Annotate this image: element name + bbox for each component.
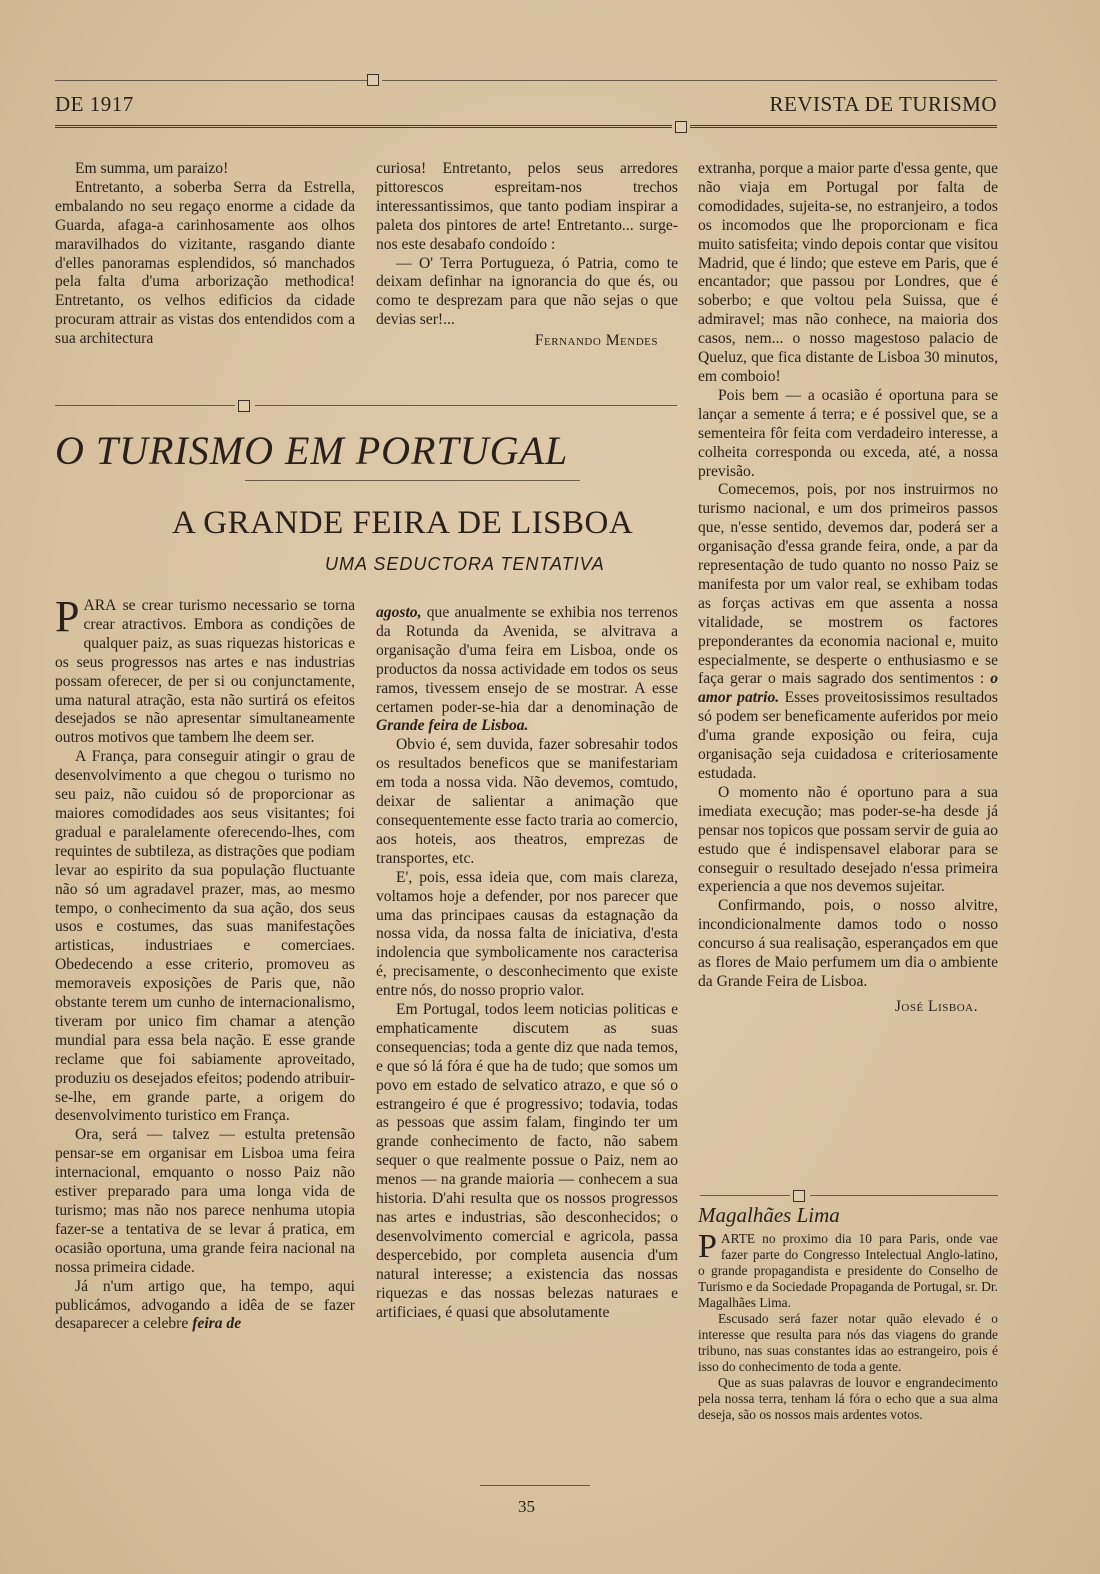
paragraph: Confirmando, pois, o nosso alvitre, incondicionalmente damos todo o nosso concurso á sua realisação, esperançados em que as flores de Maio perfumem um dia o ambiente da Grande Feira de Lisboa.	[698, 897, 998, 990]
author-signature: José Lisboa.	[894, 997, 978, 1015]
paragraph: Ora, será — talvez — estulta pretensão pensar-se em organisar em Lisboa uma feira internacional, emquanto o nosso Paiz não estiver preparado para uma longa vida de turismo; mas não nos parece nenhuma utopia fazer-se a tentativa de se levar á pratica, em ocasião oportuna, uma grande feira nacional na nossa primeira cidade.	[55, 1126, 355, 1276]
paragraph: extranha, porque a maior parte d'essa gente, que não viaja em Portugal por falta de comodidades, sujeita-se, no estranjeiro, a todos os incomodos que lhe proporcionam e fica muito satisfeita; vindo depois contar que visitou Madrid, que é lindo; que esteve em Paris, que é encantador; que passou por Londres, que é soberbo; e que voltou pela Suissa, que é admiravel; mas não conhece, na maioria dos casos, nem... o nosso magestoso palacio de Queluz, que fica distante de Lisboa 30 minutos, em comboio!	[698, 160, 998, 385]
header-left: DE 1917	[55, 92, 134, 116]
paragraph: Em Portugal, todos leem noticias politicas e emphaticamente discutem as suas consequencias; toda a gente diz que nada temos, e que só lá fóra é que ha de tudo; que somos um povo em estado de selvatico atrazo, e que só o estrangeiro é que é progressivo; todavia, todas as pessoas que assim falam, fingindo ter um grande conhecimento de facto, não sabem sequer o que realmente possue o Paiz, nem ao menos — na grande maioria — conhecem a sua historia. D'ahi resulta que os nossos progressos nas artes e industrias, são desconhecidos; o desenvolvimento comercial e agricola, passa despercebido, por completa ausencia d'um natural interesse; a existencia das nossas riquezas e das nossas belezas naturaes e artificiaes, é quasi que absolutamente	[376, 1001, 678, 1321]
section-rule-right	[255, 405, 677, 406]
title-underline	[245, 480, 580, 481]
paragraph: A França, para conseguir atingir o grau de desenvolvimento a que chegou o turismo no seu paiz, não cuidou só de proporcionar as maiores comodidades aos seus visitantes; foi gradual e paralelamente oferecendo-lhes, com requintes de subtileza, as distrações que podiam levar ao espirito da sua população fluctuante não só um agradavel prazer, mas, ao mesmo tempo, o conhecimento da sua ação, dos seus usos e costumes, das suas manifestações artisticas, industriaes e comerciaes. Obedecendo a esse criterio, promoveu as memoraveis exposições de Paris que, não obstante terem um cunho de internacionalismo, tiveram por unico fim chamar a atenção mundial para essa bela nação. E esse grande reclame que foi sabiamente aproveitado, produziu os desejados efeitos; podendo atribuir-se-lhe, em grande parte, a origem do desenvolvimento turistico em França.	[55, 748, 355, 1125]
header-rule-top-right	[382, 80, 997, 81]
header-rule-top-left	[55, 80, 370, 81]
emphasis: o amor patrio.	[698, 670, 998, 707]
drop-cap: P	[698, 1228, 717, 1265]
top-column-1	[55, 160, 355, 349]
section-rule-left	[55, 405, 235, 406]
paragraph-text: que anualmente se exhibia nos terrenos da Rotunda da Avenida, se alvitrava a organisação d'uma feira em Lisboa, onde os productos da nossa actividade em todos os seus ramos, tivessem ensejo de se mostrar. A esse certamen poder-se-hia dar a denominação de	[376, 604, 678, 716]
paragraph: O momento não é oportuno para a sua imediata execução; mas poder-se-ha desde já pensar nos topicos que possam servir de guia ao estudo que é indispensavel elaborar para se conseguir o resultado desejado n'essa primeira experiencia a que nos devemos sujeitar.	[698, 783, 998, 896]
ornament-square-icon	[367, 74, 379, 86]
ornament-square-icon	[238, 400, 250, 412]
first-word-smallcaps: ARTE	[720, 1231, 756, 1246]
emphasis: Grande feira de Lisboa.	[376, 717, 529, 735]
paragraph	[376, 604, 678, 736]
emphasis: agosto,	[376, 604, 422, 621]
brief-rule-left	[700, 1195, 790, 1196]
paragraph: Pois bem — a ocasião é oportuna para se lançar a semente á terra; e é possivel que, se a sementeira fôr feita com verdadeiro interesse, a colheita corresponda ou exceda, até, a nossa previsão.	[698, 386, 998, 480]
article-column-2	[376, 604, 678, 1322]
footer-rule	[480, 1485, 590, 1486]
paragraph	[55, 592, 355, 748]
paragraph: curiosa! Entretanto, pelos seus arredores pittorescos espreitam-nos trechos interessantissimos, que tanto podiam inspirar a paleta dos pintores de arte! Entretanto... surge-nos este desabafo condoído :	[376, 160, 678, 253]
article-title: O TURISMO EM PORTUGAL	[55, 428, 569, 473]
page-number: 35	[518, 1497, 535, 1516]
article-column-1	[55, 592, 355, 1334]
header-rule-bottom-left	[55, 125, 672, 128]
paragraph: Entretanto, a soberba Serra da Estrella, embalando no seu regaço enorme a cidade da Guarda, afaga-a carinhosamente aos olhos maravilhados do vizitante, rasgando diante d'elles panoramas esplendidos, só manchados pela falta d'uma arborização methodica! Entretanto, os velhos edificios da cidade procuram attrair as vistas dos entendidos com a sua architectura	[55, 178, 355, 348]
paragraph-text: Já n'um artigo que, ha tempo, aqui publicámos, advogando a idêa de se fazer desaparecer a celebre	[55, 1277, 355, 1333]
paragraph-text: Comecemos, pois, por nos instruirmos no turismo nacional, e um dos primeiros passos que, n'esse sentido, devemos dar, poderá ser a organisação d'essa grande feira, onde, a par da representação de tudo quanto no nosso Paiz se manifesta por um valor real, se exhibam todas as forças activas em que assenta a nossa vitalidade, se mostrem os factores preponderantes da economia nacional e, muito especialmente, se desperte o enthusiasmo e se faça gerar o mais sagrado dos sentimentos :	[698, 481, 998, 688]
paragraph: — O' Terra Portugueza, ó Patria, como te deixam definhar na ignorancia do que és, ou como te desprezam para que não sejas o que devias ser!...	[376, 254, 678, 329]
article-tagline: UMA SEDUCTORA TENTATIVA	[325, 554, 605, 574]
paragraph-text: Esses proveitosissimos resultados só podem ser beneficamente auferidos por meio d'uma grande exposição ou feira, cuja organisação seja cuidadosa e criteriosamente estudada.	[698, 689, 999, 782]
paragraph: E', pois, essa ideia que, com mais clareza, voltamos hoje a defender, por nos parecer que uma das principaes causas da estagnação da nossa vida, da nossa falta de iniciativa, d'esta indolencia que symbolicamente nos caracterisa é, precisamente, o desconhecimento que existe entre nós, do nosso proprio valor.	[376, 868, 678, 1000]
article-subtitle: A GRANDE FEIRA DE LISBOA	[172, 505, 634, 541]
brief-magalhaes-lima	[698, 1203, 998, 1423]
author-signature: Fernando Mendes	[534, 332, 658, 350]
paragraph: Em summa, um paraizo!	[75, 160, 229, 177]
top-column-2	[376, 160, 678, 351]
paragraph-text: se crear turismo necessario se torna crear atractivos. Embora as condições de qualquer paiz, as suas riquezas historicas e os seus progressos nas artes e nas industrias possam oferecer, de per si ou conjunctamente, uma natural atração, esta não surtirá os efeitos desejados se não apresentar simultaneamente outros motivos que tambem lhe deem ser.	[55, 597, 355, 747]
ornament-square-icon	[675, 121, 687, 133]
paragraph	[698, 1228, 998, 1311]
header-right: REVISTA DE TURISMO	[769, 92, 997, 116]
brief-title: Magalhães Lima	[698, 1203, 840, 1227]
ornament-square-icon	[793, 1190, 805, 1202]
first-word-smallcaps: ARA	[83, 597, 117, 614]
emphasis: feira de	[192, 1315, 242, 1333]
brief-rule-right	[810, 1195, 998, 1196]
paragraph	[698, 481, 998, 784]
paragraph-text: no proximo dia 10 para Paris, onde vae fazer parte do Congresso Intelectual Anglo-latino, o grande propagandista e presidente do Conselho de Turismo e da Sociedade Propaganda de Portugal, sr. Dr. Magalhães Lima.	[698, 1231, 998, 1310]
paragraph: Escusado será fazer notar quão elevado é o interesse que resulta para nós das viagens do grande tribuno, nas suas constantes idas ao estrangeiro, pois é isso do conhecimento de toda a gente.	[698, 1311, 998, 1374]
header-rule-bottom-right	[690, 125, 997, 128]
paragraph: Que as suas palavras de louvor e engrandecimento pela nossa terra, tenham lá fóra o echo que a sua alma deseja, são os nossos mais ardentes votos.	[698, 1375, 998, 1422]
paragraph: Obvio é, sem duvida, fazer sobresahir todos os resultados beneficos que se manifestariam em toda a nossa vida. Não devemos, comtudo, deixar de salientar a animação que consequentemente esse facto traria ao comercio, aos hoteis, aos theatros, emprezas de transportes, etc.	[376, 736, 678, 867]
drop-cap: P	[55, 592, 80, 641]
paragraph	[55, 1278, 355, 1335]
article-column-3	[698, 160, 998, 1017]
